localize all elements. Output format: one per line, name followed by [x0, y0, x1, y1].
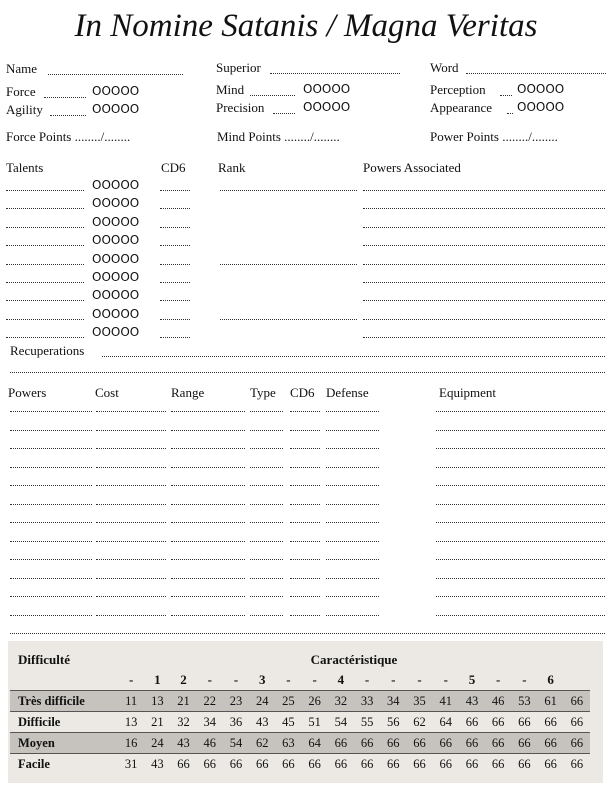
power-row-field[interactable] — [171, 596, 245, 597]
talent-rating[interactable]: OOOOO — [92, 270, 140, 284]
power-row-field[interactable] — [96, 541, 166, 542]
power-row-field[interactable] — [171, 448, 245, 449]
column-header: - — [233, 672, 239, 687]
difficulty-value: 66 — [459, 733, 485, 754]
difficulty-value: 66 — [564, 754, 590, 775]
power-row-field[interactable] — [171, 485, 245, 486]
difficulty-value: 64 — [433, 712, 459, 733]
powers-header: Powers — [8, 385, 47, 400]
difficulty-value: 66 — [380, 754, 406, 775]
column-header: - — [391, 672, 396, 687]
talent-powers-field[interactable] — [363, 190, 605, 191]
column-header: - — [496, 672, 501, 687]
talent-name-field[interactable] — [6, 227, 84, 228]
difficulty-value: 11 — [118, 691, 144, 712]
difficulty-value: 36 — [223, 712, 249, 733]
blank-cell — [564, 670, 590, 691]
column-header: 5 — [468, 672, 476, 687]
talent-name-field[interactable] — [6, 208, 84, 209]
column-header: 4 — [337, 672, 345, 687]
difficulty-value: 66 — [459, 754, 485, 775]
talent-cd6-field[interactable] — [160, 282, 190, 283]
talents-header: Talents — [6, 160, 44, 175]
talent-cd6-field[interactable] — [160, 264, 190, 265]
power-row-field[interactable] — [10, 615, 92, 616]
talent-rating[interactable]: OOOOO — [92, 288, 140, 303]
difficulty-value: 45 — [275, 712, 301, 733]
power-row-field[interactable] — [436, 578, 605, 579]
difficulty-value: 54 — [223, 733, 249, 754]
power-row-field[interactable] — [250, 411, 283, 412]
appearance-label: Appearance — [430, 100, 493, 115]
difficulty-value: 23 — [223, 691, 249, 712]
talent-cd6-field[interactable] — [160, 190, 190, 191]
power-row-field[interactable] — [436, 615, 605, 616]
difficulty-value: 63 — [275, 733, 301, 754]
power-row-field[interactable] — [171, 522, 245, 523]
power-row-field[interactable] — [96, 578, 166, 579]
talent-name-field[interactable] — [6, 245, 84, 246]
difficulty-value: 62 — [406, 712, 432, 733]
power-row-field[interactable] — [250, 541, 283, 542]
equipment-header: Equipment — [439, 385, 497, 400]
perception-label: Perception — [430, 82, 486, 97]
power-row-field[interactable] — [10, 504, 92, 505]
power-row-field[interactable] — [96, 504, 166, 505]
difficulty-value: 13 — [144, 691, 170, 712]
difficulty-value: 35 — [406, 691, 432, 712]
power-row-field[interactable] — [436, 448, 605, 449]
recuperations-label: Recuperations — [10, 343, 85, 358]
column-header: - — [312, 672, 317, 687]
talent-name-field[interactable] — [6, 300, 84, 301]
difficulty-label: Facile — [10, 754, 118, 775]
talent-rating[interactable]: OOOOO — [92, 233, 140, 248]
talent-powers-field[interactable] — [363, 264, 605, 265]
power-row-field[interactable] — [171, 615, 245, 616]
word-field[interactable] — [466, 73, 606, 74]
talent-powers-field[interactable] — [363, 337, 605, 338]
talent-rating[interactable]: OOOOO — [92, 325, 140, 340]
talent-powers-field[interactable] — [363, 282, 605, 283]
talent-powers-field[interactable] — [363, 227, 605, 228]
power-row-field[interactable] — [326, 485, 379, 486]
difficulty-value: 55 — [354, 712, 380, 733]
difficulty-value: 24 — [249, 691, 275, 712]
difficulty-value: 66 — [380, 733, 406, 754]
type-header: Type — [250, 385, 276, 400]
difficulty-value: 66 — [485, 754, 511, 775]
talent-cd6-field[interactable] — [160, 300, 190, 301]
power-row-field[interactable] — [96, 522, 166, 523]
power-row-field[interactable] — [290, 596, 320, 597]
difficulty-value: 66 — [223, 754, 249, 775]
difficulty-value: 64 — [302, 733, 328, 754]
column-header: - — [286, 672, 291, 687]
power-row-field[interactable] — [326, 411, 379, 412]
power-row-field[interactable] — [96, 559, 166, 560]
column-header: - — [417, 672, 422, 687]
difficulty-value: 25 — [275, 691, 301, 712]
difficulty-value: 34 — [197, 712, 223, 733]
power-row-field[interactable] — [250, 485, 283, 486]
talent-powers-field[interactable] — [363, 319, 605, 320]
power-row-field[interactable] — [436, 541, 605, 542]
defense-header: Defense — [326, 385, 369, 400]
power-row-field[interactable] — [10, 467, 92, 468]
power-row-field[interactable] — [171, 541, 245, 542]
agility-label: Agility — [6, 102, 43, 117]
power-row-field[interactable] — [290, 578, 320, 579]
difficulty-value: 34 — [380, 691, 406, 712]
difficulty-label: Moyen — [10, 733, 118, 754]
power-row-field[interactable] — [10, 485, 92, 486]
power-row-field[interactable] — [250, 559, 283, 560]
difficulty-header-row — [10, 650, 590, 670]
powers-cd6-header: CD6 — [290, 385, 315, 400]
difficulty-value: 66 — [485, 733, 511, 754]
force-points[interactable]: Force Points ......../........ — [6, 129, 131, 144]
power-row-field[interactable] — [290, 504, 320, 505]
power-row-field[interactable] — [96, 596, 166, 597]
force-rating[interactable]: OOOOO — [92, 84, 140, 98]
power-row-field[interactable] — [250, 430, 283, 431]
perception-dots — [500, 95, 512, 96]
talent-rating[interactable]: OOOOO — [92, 214, 140, 229]
power-row-field[interactable] — [10, 430, 92, 431]
difficulty-row — [10, 754, 590, 775]
talent-powers-field[interactable] — [363, 208, 605, 209]
talent-name-field[interactable] — [6, 319, 84, 320]
difficulty-value: 66 — [433, 733, 459, 754]
difficulty-value: 66 — [459, 712, 485, 733]
difficulty-value: 66 — [197, 754, 223, 775]
column-header: 3 — [258, 672, 266, 687]
range-header: Range — [171, 385, 205, 400]
power-row-field[interactable] — [96, 467, 166, 468]
difficulty-value: 51 — [302, 712, 328, 733]
difficulty-table — [10, 650, 590, 774]
cost-header: Cost — [95, 385, 119, 400]
difficulty-value: 66 — [538, 712, 564, 733]
power-row-field[interactable] — [250, 467, 283, 468]
powers-associated-header: Powers Associated — [363, 160, 461, 175]
difficulty-value: 21 — [144, 712, 170, 733]
column-header: 2 — [180, 672, 187, 687]
talent-rating[interactable]: OOOOO — [92, 306, 140, 321]
difficulty-value: 21 — [170, 691, 196, 712]
power-row-field[interactable] — [290, 448, 320, 449]
power-row-field[interactable] — [326, 430, 379, 431]
difficulty-header: Difficulté — [18, 652, 70, 667]
talent-rating[interactable]: OOOOO — [92, 178, 140, 192]
force-label: Force — [6, 84, 36, 99]
power-row-field[interactable] — [96, 430, 166, 431]
difficulty-row — [10, 733, 590, 754]
rank-header: Rank — [218, 160, 246, 175]
difficulty-row — [10, 691, 590, 712]
power-row-field[interactable] — [10, 411, 92, 412]
precision-label: Precision — [216, 100, 265, 115]
appearance-rating[interactable]: OOOOO — [517, 100, 565, 114]
power-row-field[interactable] — [250, 596, 283, 597]
power-row-field[interactable] — [96, 448, 166, 449]
difficulty-value: 62 — [249, 733, 275, 754]
difficulty-value: 43 — [144, 754, 170, 775]
power-row-field[interactable] — [10, 596, 92, 597]
difficulty-value: 66 — [328, 733, 354, 754]
power-row-field[interactable] — [250, 578, 283, 579]
blank-cell — [10, 670, 118, 691]
power-row-field[interactable] — [250, 504, 283, 505]
talent-rating[interactable]: OOOOO — [92, 196, 140, 211]
talent-name-field[interactable] — [6, 337, 84, 338]
sheet-title: In Nomine Satanis / Magna Veritas — [74, 8, 538, 44]
difficulty-value: 66 — [511, 733, 537, 754]
difficulty-value: 66 — [275, 754, 301, 775]
power-row-field[interactable] — [290, 467, 320, 468]
difficulty-value: 66 — [433, 754, 459, 775]
talent-rank-field[interactable] — [220, 264, 357, 265]
difficulty-value: 53 — [511, 691, 537, 712]
difficulty-value: 66 — [406, 733, 432, 754]
power-row-field[interactable] — [171, 559, 245, 560]
power-row-field[interactable] — [171, 578, 245, 579]
perception-rating[interactable]: OOOOO — [517, 82, 565, 96]
difficulty-value: 66 — [564, 712, 590, 733]
power-row-field[interactable] — [326, 541, 379, 542]
talent-rank-field[interactable] — [220, 190, 357, 191]
power-points[interactable]: Power Points ......../........ — [430, 129, 558, 144]
difficulty-value: 66 — [538, 754, 564, 775]
caracteristique-header: Caractéristique — [310, 652, 398, 667]
power-row-field[interactable] — [290, 541, 320, 542]
difficulty-label: Très difficile — [10, 691, 118, 712]
power-row-field[interactable] — [436, 559, 605, 560]
difficulty-value: 61 — [538, 691, 564, 712]
column-header: 6 — [547, 672, 554, 687]
power-row-field[interactable] — [290, 522, 320, 523]
difficulty-value: 66 — [538, 733, 564, 754]
power-row-field[interactable] — [10, 559, 92, 560]
mind-label: Mind — [216, 82, 245, 97]
column-header: 1 — [154, 672, 161, 687]
difficulty-value: 43 — [459, 691, 485, 712]
difficulty-value: 66 — [302, 754, 328, 775]
difficulty-value: 66 — [406, 754, 432, 775]
power-row-field[interactable] — [326, 522, 379, 523]
power-row-field[interactable] — [436, 411, 605, 412]
power-row-field[interactable] — [171, 504, 245, 505]
power-row-field[interactable] — [436, 522, 605, 523]
talent-name-field[interactable] — [6, 282, 84, 283]
difficulty-value: 54 — [328, 712, 354, 733]
power-row-field[interactable] — [250, 522, 283, 523]
name-label: Name — [6, 61, 38, 76]
power-row-field[interactable] — [250, 448, 283, 449]
talent-name-field[interactable] — [6, 190, 84, 191]
power-row-field[interactable] — [290, 411, 320, 412]
difficulty-value: 66 — [249, 754, 275, 775]
superior-field[interactable] — [270, 73, 400, 74]
power-row-field[interactable] — [171, 411, 245, 412]
difficulty-value: 43 — [170, 733, 196, 754]
cd6-header: CD6 — [161, 160, 186, 175]
name-field[interactable] — [48, 74, 183, 75]
talent-rating[interactable]: OOOOO — [92, 251, 140, 266]
power-row-field[interactable] — [290, 430, 320, 431]
precision-dots — [273, 113, 295, 114]
difficulty-value: 66 — [485, 712, 511, 733]
power-row-field[interactable] — [436, 485, 605, 486]
column-header: - — [207, 672, 212, 687]
power-row-field[interactable] — [96, 615, 166, 616]
talent-name-field[interactable] — [6, 264, 84, 265]
talent-cd6-field[interactable] — [160, 208, 190, 209]
difficulty-value: 26 — [302, 691, 328, 712]
column-header: - — [364, 672, 370, 687]
difficulty-value: 33 — [354, 691, 380, 712]
talent-cd6-field[interactable] — [160, 337, 190, 338]
difficulty-value: 32 — [328, 691, 354, 712]
power-row-field[interactable] — [10, 633, 605, 634]
power-row-field[interactable] — [326, 615, 379, 616]
column-header: - — [128, 672, 134, 687]
talent-powers-field[interactable] — [363, 300, 605, 301]
difficulty-value: 46 — [197, 733, 223, 754]
difficulty-value: 66 — [564, 691, 590, 712]
power-row-field[interactable] — [96, 411, 166, 412]
power-row-field[interactable] — [326, 504, 379, 505]
difficulty-value: 43 — [249, 712, 275, 733]
column-header: - — [443, 672, 448, 687]
difficulty-value: 24 — [144, 733, 170, 754]
talent-cd6-field[interactable] — [160, 319, 190, 320]
power-row-field[interactable] — [171, 467, 245, 468]
power-row-field[interactable] — [436, 430, 605, 431]
power-row-field[interactable] — [10, 578, 92, 579]
power-row-field[interactable] — [436, 596, 605, 597]
talent-cd6-field[interactable] — [160, 227, 190, 228]
power-row-field[interactable] — [250, 615, 283, 616]
precision-rating[interactable]: OOOOO — [303, 100, 351, 114]
power-row-field[interactable] — [326, 448, 379, 449]
power-row-field[interactable] — [326, 596, 379, 597]
difficulty-value: 56 — [380, 712, 406, 733]
power-row-field[interactable] — [290, 485, 320, 486]
power-row-field[interactable] — [10, 448, 92, 449]
power-row-field[interactable] — [96, 485, 166, 486]
difficulty-row — [10, 712, 590, 733]
agility-dots — [50, 115, 86, 116]
difficulty-value: 66 — [511, 712, 537, 733]
mind-dots — [250, 95, 295, 96]
difficulty-value: 66 — [328, 754, 354, 775]
difficulty-value: 66 — [354, 733, 380, 754]
mind-rating[interactable]: OOOOO — [303, 82, 351, 96]
difficulty-value: 41 — [433, 691, 459, 712]
recuperations-field[interactable] — [102, 356, 605, 357]
difficulty-value: 66 — [354, 754, 380, 775]
difficulty-value: 46 — [485, 691, 511, 712]
difficulty-value: 16 — [118, 733, 144, 754]
power-row-field[interactable] — [10, 541, 92, 542]
force-dots — [44, 97, 86, 98]
superior-label: Superior — [216, 60, 261, 75]
power-row-field[interactable] — [436, 467, 605, 468]
difficulty-label: Difficile — [10, 712, 118, 733]
power-row-field[interactable] — [326, 559, 379, 560]
agility-rating[interactable]: OOOOO — [92, 102, 140, 116]
difficulty-value: 13 — [118, 712, 144, 733]
difficulty-value: 66 — [170, 754, 196, 775]
recuperations-field-2[interactable] — [10, 372, 605, 373]
difficulty-value: 22 — [197, 691, 223, 712]
power-row-field[interactable] — [10, 522, 92, 523]
talent-cd6-field[interactable] — [160, 245, 190, 246]
word-label: Word — [430, 60, 459, 75]
power-row-field[interactable] — [290, 559, 320, 560]
column-header: - — [522, 672, 527, 687]
column-header-row — [10, 670, 590, 691]
power-row-field[interactable] — [326, 467, 379, 468]
power-row-field[interactable] — [326, 578, 379, 579]
difficulty-value: 32 — [170, 712, 196, 733]
appearance-dots — [507, 113, 513, 114]
mind-points[interactable]: Mind Points ......../........ — [217, 129, 340, 144]
power-row-field[interactable] — [171, 430, 245, 431]
difficulty-value: 66 — [564, 733, 590, 754]
power-row-field[interactable] — [436, 504, 605, 505]
difficulty-value: 66 — [511, 754, 537, 775]
talent-powers-field[interactable] — [363, 245, 605, 246]
talent-rank-field[interactable] — [220, 319, 357, 320]
power-row-field[interactable] — [290, 615, 320, 616]
difficulty-value: 31 — [118, 754, 144, 775]
